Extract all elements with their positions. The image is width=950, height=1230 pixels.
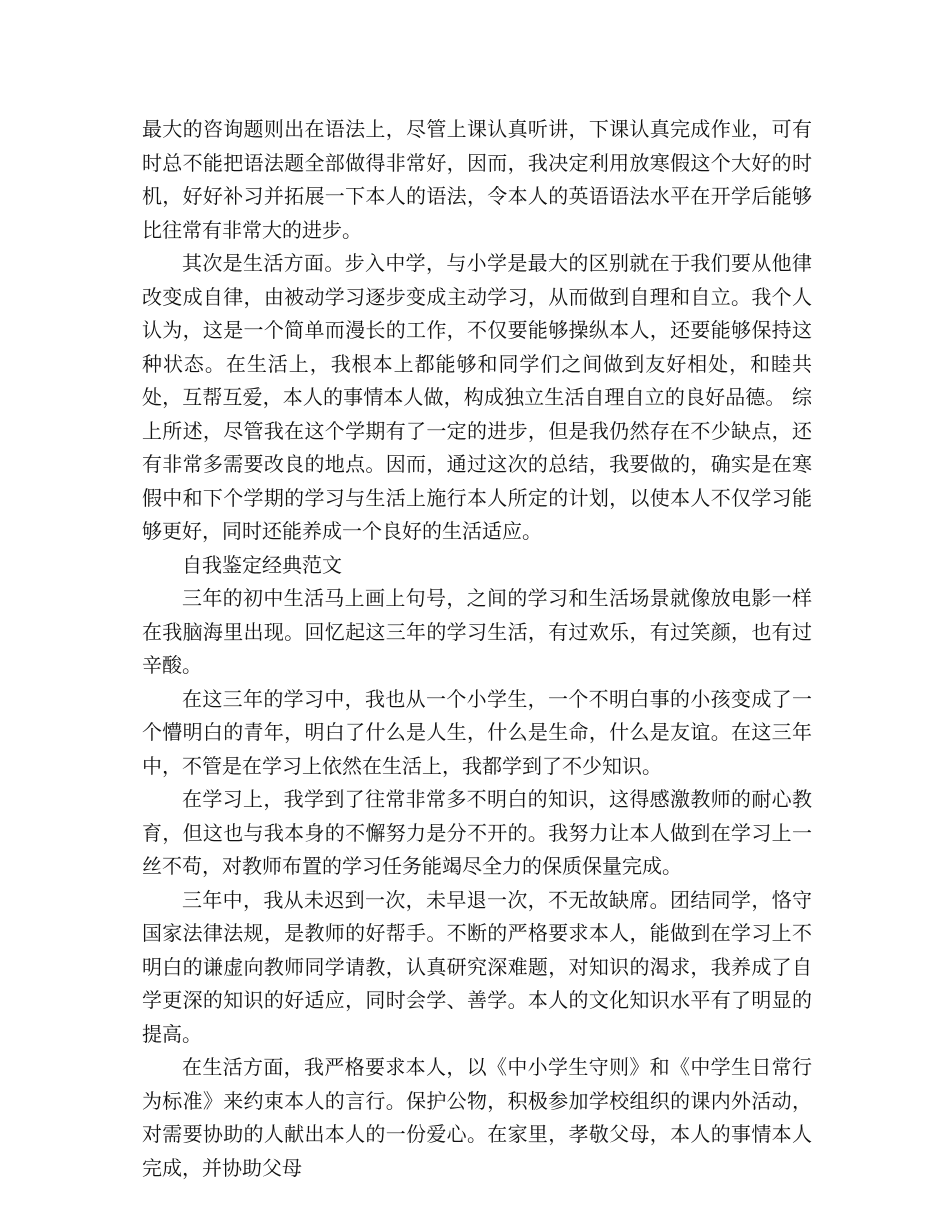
paragraph-growth: 在这三年的学习中，我也从一个小学生，一个不明白事的小孩变成了一个懵明白的青年，明白了什么是人生，什么是生命，什么是友谊。在这三年中，不管是在学习上依然在生活上，我都学到了不少知识。 [142,686,812,778]
paragraph-life-aspect: 其次是生活方面。步入中学，与小学是最大的区别就在于我们要从他律改变成自律，由被动学习逐步变成主动学习，从而做到自理和自立。我个人认为，这是一个简单而漫长的工作，不仅要能够操纵本人，还要能够保持这种状态。在生活上，我根本上都能够和同学们之间做到友好相处，和睦共处，互帮互爱，本人的事情本人做，构成独立生活自理自立的良好品德。 综上所述，尽管我在这个学期有了一定的进步，但是我仍然存在不少缺点，还有非常多需要改良的地点。因而，通过这次的总结，我要做的，确实是在寒假中和下个学期的学习与生活上施行本人所定的计划，以使本人不仅学习能够更好，同时还能养成一个良好的生活适应。 [142,251,812,543]
paragraph-discipline: 三年中，我从未迟到一次，未早退一次，不无故缺席。团结同学，恪守国家法律法规，是教师的好帮手。不断的严格要求本人，能做到在学习上不明白的谦虚向教师同学请教，认真研究深难题，对知识的渴求，我养成了自学更深的知识的好适应，同时会学、善学。本人的文化知识水平有了明显的提高。 [142,887,812,1046]
paragraph-study: 在学习上，我学到了往常非常多不明白的知识，这得感激教师的耐心教育，但这也与我本身的不懈努力是分不开的。我努力让本人做到在学习上一丝不苟，对教师布置的学习任务能竭尽全力的保质保量完成。 [142,787,812,878]
document-page [142,113,812,1185]
paragraph-three-years: 三年的初中生活马上画上句号，之间的学习和生活场景就像放电影一样在我脑海里出现。回忆起这三年的学习生活，有过欢乐，有过笑颜，也有过辛酸。 [142,586,812,677]
paragraph-grammar: 最大的咨询题则出在语法上，尽管上课认真听讲，下课认真完成作业，可有时总不能把语法题全部做得非常好，因而，我决定利用放寒假这个大好的时机，好好补习并拓展一下本人的语法，令本人的英语语法水平在开学后能够比往常有非常大的进步。 [142,117,812,242]
section-heading: 自我鉴定经典范文 [182,552,342,577]
paragraph-daily-life: 在生活方面，我严格要求本人，以《中小学生守则》和《中学生日常行为标准》来约束本人的言行。保护公物，积极参加学校组织的课内外活动，对需要协助的人献出本人的一份爱心。在家里，孝敬父母，本人的事情本人完成，并协助父母 [142,1055,812,1180]
